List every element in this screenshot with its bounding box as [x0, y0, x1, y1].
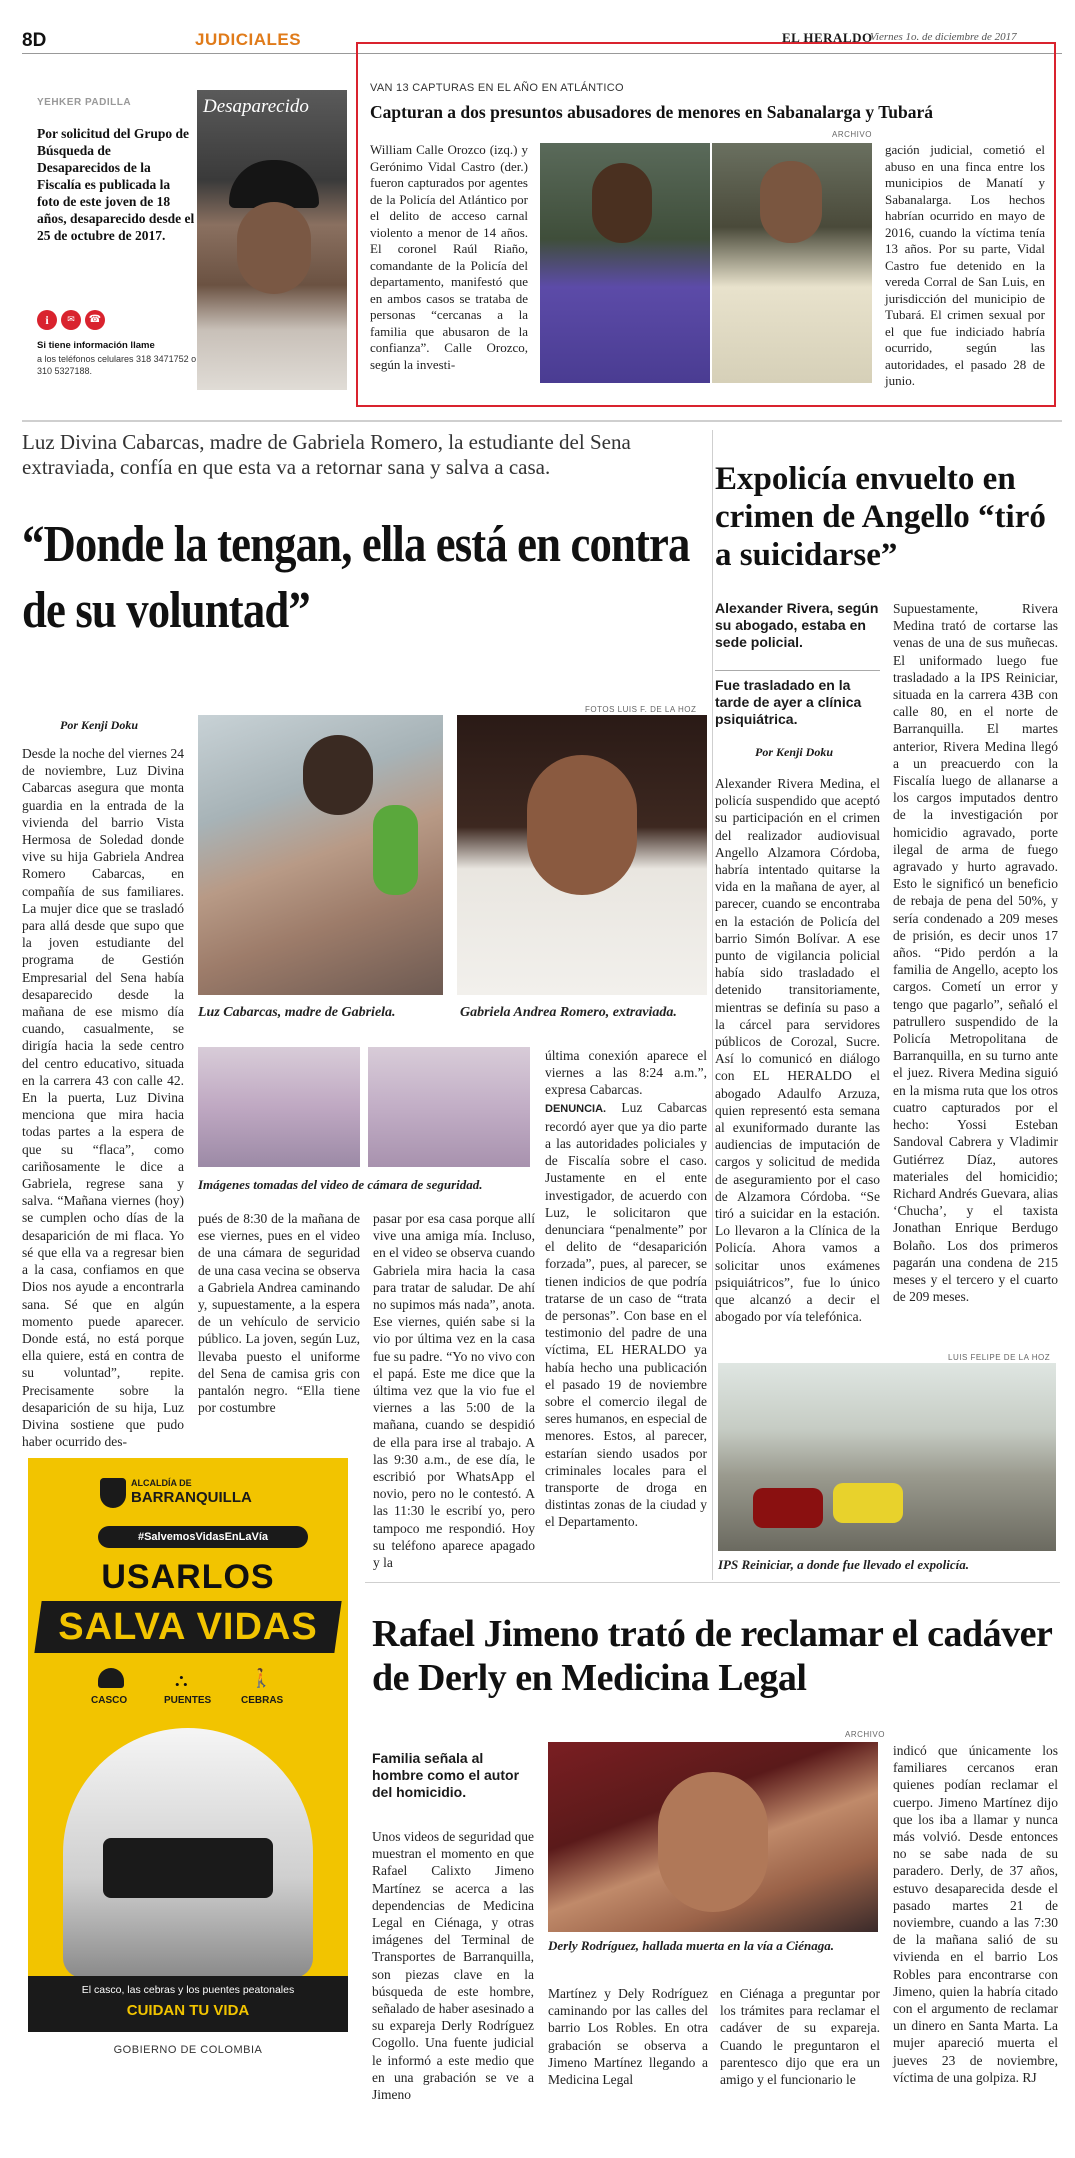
ad-helmet-graphic [63, 1728, 313, 1978]
ad-icon-helmet [98, 1668, 124, 1688]
side-byline: Por Kenji Doku [755, 745, 834, 759]
main-photo-daughter [457, 715, 707, 995]
divider [712, 430, 713, 1580]
top-story-kicker: VAN 13 CAPTURAS EN EL AÑO EN ATLÁNTICO [370, 82, 624, 94]
ad-bottom1: El casco, las cebras y los puentes peatonales [81, 1984, 295, 1996]
top-story-photo-right [712, 143, 872, 383]
ad-icon-label-1: CASCO [91, 1695, 128, 1706]
ad-icon-crosswalk: 🚶 [250, 1668, 273, 1689]
main-col4-a: última conexión aparece el viernes a las 8:24 a.m.”, expresa Cabarcas. [545, 1048, 707, 1098]
main-col2: pués de 8:30 de la mañana de ese viernes, pues en el video de una cámara de seguridad de una casa vecina se observa a Gabriela Andrea caminando y, supuestamente, a la espera de un vehículo de servicio público. La joven, según Luz, llevaba puesto el uniforme del Sena de camisa gris con pantalón negro. “Ella tiene por costumbre [198, 1211, 360, 1416]
bottom-caption: Derly Rodríguez, hallada muerta en la vía a Ciénaga. [548, 1938, 835, 1953]
main-col3: pasar por esa casa porque allí vive una amiga mía. Incluso, en el video se observa cuando Gabriela mira hacia la casa para tratar de saludar. De ahí no supimos más nada”, anota. Ese viernes, quién sabe si la vio por última vez en la casa fue su padre. “Yo no vivo con el papá. Este me dice que la última vez que la vio fue el viernes a las 5:00 de la mañana, cuando se despidió de ella para irse al trabajo. A las 9:30 a.m., de ese día, le escribió por WhatsApp el novio, pero no le contestó. A las 11:30 le escribí yo, pero tampoco me respondió. Hoy su teléfono aparece apagado y la [373, 1211, 535, 1571]
bottom-col1: Unos videos de seguridad que muestran el momento en que Rafael Calixto Jimeno Martínez se acerca a las dependencias de Medicina Legal en Ciénaga, y otras imágenes del Terminal de Transportes de Barranquilla, son piezas clave en la búsqueda de este hombre, señalado de haber asesinado a su expareja Derly Rodríguez Cogollo. Una fuente judicial le informó a este medio que en una grabación se ve a Jimeno [372, 1829, 534, 2103]
mail-icon: ✉ [61, 310, 81, 330]
ad-footer: GOBIERNO DE COLOMBIA [113, 2044, 263, 2056]
ad-hashtag: #SalvemosVidasEnLaVía [98, 1526, 308, 1548]
contact-icons [37, 310, 137, 332]
info-title: Si tiene información llame [37, 340, 155, 351]
ad-icon-label-2: PUENTES [164, 1695, 212, 1706]
missing-text: Por solicitud del Grupo de Búsqueda de Desaparecidos de la Fiscalía es publicada la foto de este joven de 18 años, desaparecido desde el 25 de octubre de 2017. [37, 126, 195, 243]
ad-icon-bridge: ⛬ [175, 1670, 188, 1691]
cctv-frame-2 [368, 1047, 530, 1167]
ad-logo-shield [100, 1478, 126, 1508]
top-story-col1: William Calle Orozco (izq.) y Gerónimo Vidal Castro (der.) fueron capturados por agentes de la Policía del Atlántico por el delito de acceso carnal violento a menor de 14 años. El coronel Raúl Riaño, comandante de la Policía del departamento, manifestó que en ambos casos se trataba de personas “cercanas a la familia que abusaron de la confianza”. Calle Orozco, según la investi- [370, 142, 528, 372]
page-number: 8D [22, 30, 47, 51]
missing-author: YEHKER PADILLA [37, 97, 132, 108]
main-col1: Desde la noche del viernes 24 de noviembre, Luz Divina Cabarcas asegura que monta guardia en la entrada de la vivienda del barrio Vista Hermosa de Soledad donde vive su hija Gabriela Andrea Romero Cabarcas, en compañía de sus familiares. La mujer dice que se trasladó para allá desde que supo que la joven estudiante del programa de Gestión Empresarial del Sena había desaparecido desde la mañana de ese mismo día cuando, casualmente, se dirigía hacia la sede centro del centro educativo, situada en la carrera 43 con calle 42. En la puerta, Luz Divina menciona que mira hacia todas partes a la espera de que su “flaca”, como cariñosamente le dice a Gabriela, regrese sana y salva. “Mañana viernes (hoy) se cumplen ocho días de la desaparición de mi flaca. Yo sé que ella va a regresar bien a la casa, confiamos en que Dios nos ayude a encontrarla sana. Sé que en algún momento puede aparecer. Donde está, no está porque ella quiere, está en contra de su voluntad”, repite. Precisamente sobre la desaparición de su hija, Luz Divina sostiene que pudo haber ocurrido des- [22, 746, 184, 1450]
bottom-headline: Rafael Jimeno trató de reclamar el cadáver de Derly en Medicina Legal [372, 1613, 1052, 1699]
main-headline: “Donde la tengan, ella está en contra de su voluntad” [22, 516, 690, 639]
road-safety-ad[interactable] [28, 1458, 348, 2070]
main-byline: Por Kenji Doku [60, 718, 139, 732]
denuncia-label: DENUNCIA. [545, 1102, 607, 1115]
face-shape [237, 202, 311, 294]
info-icon: i [37, 310, 57, 330]
paper-name: EL HERALDO [782, 30, 873, 45]
bottom-photo [548, 1742, 878, 1932]
caption-cctv: Imágenes tomadas del video de cámara de seguridad. [198, 1177, 483, 1192]
divider [22, 420, 1062, 422]
caption-mother: Luz Cabarcas, madre de Gabriela. [198, 1005, 396, 1020]
side-col1: Alexander Rivera Medina, el policía suspendido que aceptó su participación en el crimen del realizador audiovisual Angello Alzamora Córdoba, habría intentado quitarse la vida en la mañana de ayer, al parecer, cuando se encontraba en la estación de Policía del barrio Simón Bolívar. A ese punto de vigilancia policial había sido trasladado el detenido transitoriamente, mientras se definía su paso a la cárcel para servidores públicos de Corozal, Sucre. Así lo comunicó en diálogo con EL HERALDO el abogado Adaulfo Arzuza, quien representó esta semana al exuniformado durante las audiencias de imputación de cargos y solicitud de medida de aseguramiento por el caso de Alzamora Córdoba. “Se tiró a suicidar en la estación. Lo llevaron a la Clínica de la Policía. Ahora vamos a solicitar unos exámenes psiquiátricos”, fue lo único que alcanzó a decir el abogado por vía telefónica. [715, 776, 880, 1325]
side-sub1: Alexander Rivera, según su abogado, estaba en sede policial. [715, 600, 879, 650]
missing-photo [197, 90, 347, 390]
main-photo-credit: FOTOS LUIS F. DE LA HOZ [585, 705, 697, 714]
bottom-col3: en Ciénaga a preguntar por los trámites para reclamar el cadáver de su expareja. Cuando le preguntaron el parentesco dijo que era un amigo y el funcionario le [720, 1986, 880, 2088]
missing-label: Desaparecido [203, 96, 309, 117]
caption-daughter: Gabriela Andrea Romero, extraviada. [460, 1005, 677, 1020]
side-photo [718, 1363, 1056, 1551]
divider [365, 1582, 1060, 1583]
page-date: Viernes 1o. de diciembre de 2017 [870, 31, 1017, 43]
main-photo-mother [198, 715, 443, 995]
top-story-col2: gación judicial, cometió el abuso en una finca entre los municipios de Manatí y Sabanalarga. Los hechos habrían ocurrido en mayo de 2016, cuando la víctima tenía 13 años. Por su parte, Vidal Castro fue detenido en la vereda Corral de San Luis, en jurisdicción del municipio de Tubará. El crimen sexual por el que fue indiciado habría ocurrido, según las autoridades, el pasado 28 de junio. [885, 142, 1045, 388]
main-deck: Luz Divina Cabarcas, madre de Gabriela Romero, la estudiante del Sena extraviada, confía en que esta va a retornar sana y salva a casa. [22, 430, 631, 479]
info-text: a los teléfonos celulares 318 3471752 o 310 5327188. [37, 354, 197, 376]
ad-icon-label-3: CEBRAS [241, 1695, 284, 1706]
side-sub2: Fue trasladado en la tarde de ayer a clínica psiquiátrica. [715, 670, 880, 728]
ad-bottom2: CUIDAN TU VIDA [126, 2002, 250, 2019]
ad-slogan2: SALVA VIDAS [58, 1606, 318, 1648]
missing-person-box [25, 85, 350, 415]
top-story-headline: Capturan a dos presuntos abusadores de menores en Sabanalarga y Tubará [370, 102, 934, 122]
side-col2: Supuestamente, Rivera Medina trató de cortarse las venas de una de sus muñecas. El uniformado luego fue trasladado a la IPS Reiniciar, situada en la carrera 43B con calle 80, en el norte de Barranquilla. El martes anterior, Rivera Medina llegó a un preacuerdo con la Fiscalía luego de allanarse a los cargos imputados dentro de la investigación por homicidio agravado, porte ilegal de arma de fuego agravado y hurto agravado. Esto le significó un beneficio de rebaja de pena del 50%, y sería condenado a 209 meses de prisión, es decir unos 17 años. “Pido perdón a la familia de Angello, acepto los cargos. Cometí un error y tengo que pagarlo”, señaló el patrullero suspendido de la Policía Metropolitana de Barranquilla, en su turno ante el juez. Rivera Medina siguió en la misma ruta que los otros cuatro capturados por el hecho: Yossi Esteban Sandoval Cabrera y Vladimir Gutiérrez Díaz, autores materiales del homicidio; Richard Andrés Guevara, alias ‘Chucha’, y el taxista Jonathan Enrique Berdugo Bolaño. Los dos primeros pagarán una condena de 215 meses y el tercero y el cuarto de 209 meses. [893, 601, 1058, 1305]
bottom-credit: ARCHIVO [845, 1730, 885, 1739]
top-story-credit: ARCHIVO [832, 130, 872, 139]
bottom-sub: Familia señala al hombre como el autor del homicidio. [372, 1750, 520, 1800]
main-col4 [545, 1047, 707, 1531]
bottom-col2: Martínez y Dely Rodríguez caminando por las calles del barrio Los Robles. En otra grabación se observa a Jimeno Martínez llegando a Medicina Legal [548, 1986, 708, 2088]
ad-slogan1: USARLOS [101, 1558, 275, 1596]
side-photo-credit: LUIS FELIPE DE LA HOZ [948, 1353, 1051, 1362]
phone-icon: ☎ [85, 310, 105, 330]
top-story-photo-left [540, 143, 710, 383]
cap-shape [229, 160, 319, 208]
side-headline: Expolicía envuelto en crimen de Angello “tiró a suicidarse” [715, 461, 1046, 573]
ad-org: BARRANQUILLA [131, 1489, 252, 1506]
section-title: JUDICIALES [195, 30, 302, 49]
side-caption: IPS Reiniciar, a donde fue llevado el expolicía. [718, 1557, 969, 1572]
bottom-col4: indicó que únicamente los familiares cercanos eran quienes podían reclamar el cuerpo. Jimeno Martínez dijo que los iba a llamar y nunca más volvió. Desde entonces no se sabe nada de su paradero. Derly, de 37 años, estuvo desaparecida desde el pasado martes 21 de noviembre, cuando a las 7:30 de la mañana salió de su vivienda en el barrio Los Robles para encontrarse con Jimeno, quien la habría citado con el argumento de reclamar un dinero en Santa Marta. La mujer apareció muerta el jueves 23 de noviembre, víctima de una golpiza. RJ [893, 1743, 1058, 2085]
ad-org-top: ALCALDÍA DE [131, 1478, 192, 1488]
main-col4-b: Luz Cabarcas recordó ayer que ya dio parte a las autoridades policiales y de Fiscalía sobre el caso. Justamente en el ente investigador, de acuerdo con Luz, le solicitaron que denunciara “penalmente” por el delito de “desaparición forzada”, pues, al parecer, se tienen indicios de que podría tratarse de un caso de “trata de personas”. Con base en el testimonio del padre de una víctima, EL HERALDO ya había hecho una publicación el pasado 19 de noviembre sobre el comercio ilegal de seres humanos, en especial de menores. Estos, al parecer, estarían siendo usados por criminales locales para el transporte de droga en distintas zonas de la ciudad y el Departamento. [545, 1099, 707, 1530]
cctv-frame-1 [198, 1047, 360, 1167]
